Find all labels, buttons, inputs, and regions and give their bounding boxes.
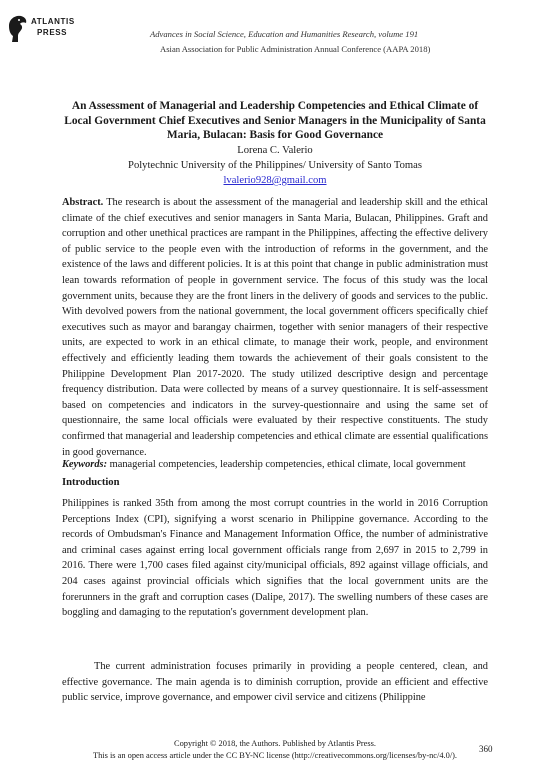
atlantis-logo-icon <box>6 14 30 44</box>
keywords-paragraph <box>62 457 488 473</box>
license-notice: This is an open access article under the CC BY-NC license (http://creativecommons.org/licenses/by-nc/4.0/). <box>92 751 458 760</box>
author-email-link[interactable]: lvalerio928@gmail.com <box>223 175 327 186</box>
page-header <box>0 0 550 90</box>
keywords-text: managerial competencies, leadership competencies, ethical climate, local government <box>109 459 466 470</box>
logo-text-line2: PRESS <box>37 28 68 37</box>
journal-name: Advances in Social Science, Education and Humanities Research, volume 191 <box>150 29 419 39</box>
logo-text-line1: ATLANTIS <box>31 17 75 26</box>
keywords-label: Keywords: <box>62 459 108 470</box>
page-number: 360 <box>479 744 493 754</box>
abstract-label: Abstract. <box>62 197 104 208</box>
copyright-notice: Copyright © 2018, the Authors. Published by Atlantis Press. <box>173 739 377 748</box>
introduction-heading: Introduction <box>62 477 120 488</box>
conference-name: Asian Association for Public Administration Annual Conference (AAPA 2018) <box>160 44 431 54</box>
author-name: Lorena C. Valerio <box>237 145 313 156</box>
introduction-paragraph-1: Philippines is ranked 35th from among the most corrupt countries in the world in 2016 Corruption Perceptions Index (CPI), signifying a worst scenario in Philippine governance. According to the records of Ombudsman's Finance and Management Information Office, the number of administrative and criminal cases against erring local government officials range from 2,697 in 2015 to 2,799 in 2016. There were 1,700 cases filed against city/municipal officials, 892 against village officials, and 204 cases against provincial officials which signifies that the local government units are the forerunners in the graft and corruption cases (Dalipe, 2017). The swelling numbers of these cases are boggling and damaging to the reputation's government development plan. <box>62 498 488 619</box>
abstract-text: The research is about the assessment of the managerial and leadership skill and the ethical climate of the chief executives and senior managers in Santa Maria, Bulacan, Philippines. Graft and corruption and other unethical practices are rampant in the Philippines, affecting the effective delivery of public service to the people even with the introduction of reforms in the government, and the existence of the laws and different policies. It is at this point that change in public administration must lean towards reformation of people in government service. The focus of this study was the local government units, because they are the front liners in the delivery of goods and services to the public. With devolved powers from the national government, the local government officers specifically chief executives such as mayor and barangay chairmen, together with senior managers of their respective units, are expected to work in an ethical climate, to manage their work, people, and environment effectively and efficiently leading them towards the achievement of their goals consistent to the Philippine Development Plan 2017-2020. The study utilized descriptive design and percentage frequency distribution. Data were collected by means of a survey questionnaire. It is self-assessment based on competencies and indicators in the survey-questionnaire and using the same set of questionnaire, the same local officials were evaluated by their respective constituents. The study confirmed that managerial and leadership competencies and ethical climate are essential qualifications in good governance. <box>62 197 488 458</box>
atlantis-press-logo <box>6 14 75 46</box>
author-affiliation: Polytechnic University of the Philippines/ University of Santo Tomas <box>128 160 422 171</box>
paper-title: An Assessment of Managerial and Leadership Competencies and Ethical Climate of Local Government Chief Executives and Senior Managers in the Municipality of Santa Maria, Bulacan: Basis for Good Governance <box>64 100 486 142</box>
abstract-paragraph <box>62 195 488 460</box>
introduction-paragraph-2: The current administration focuses primarily in providing a people centered, clean, and effective governance. The main agenda is to diminish corruption, provide an efficient and effective public service, improve governance, and empower civil service and citizens (Philippine <box>62 661 488 704</box>
